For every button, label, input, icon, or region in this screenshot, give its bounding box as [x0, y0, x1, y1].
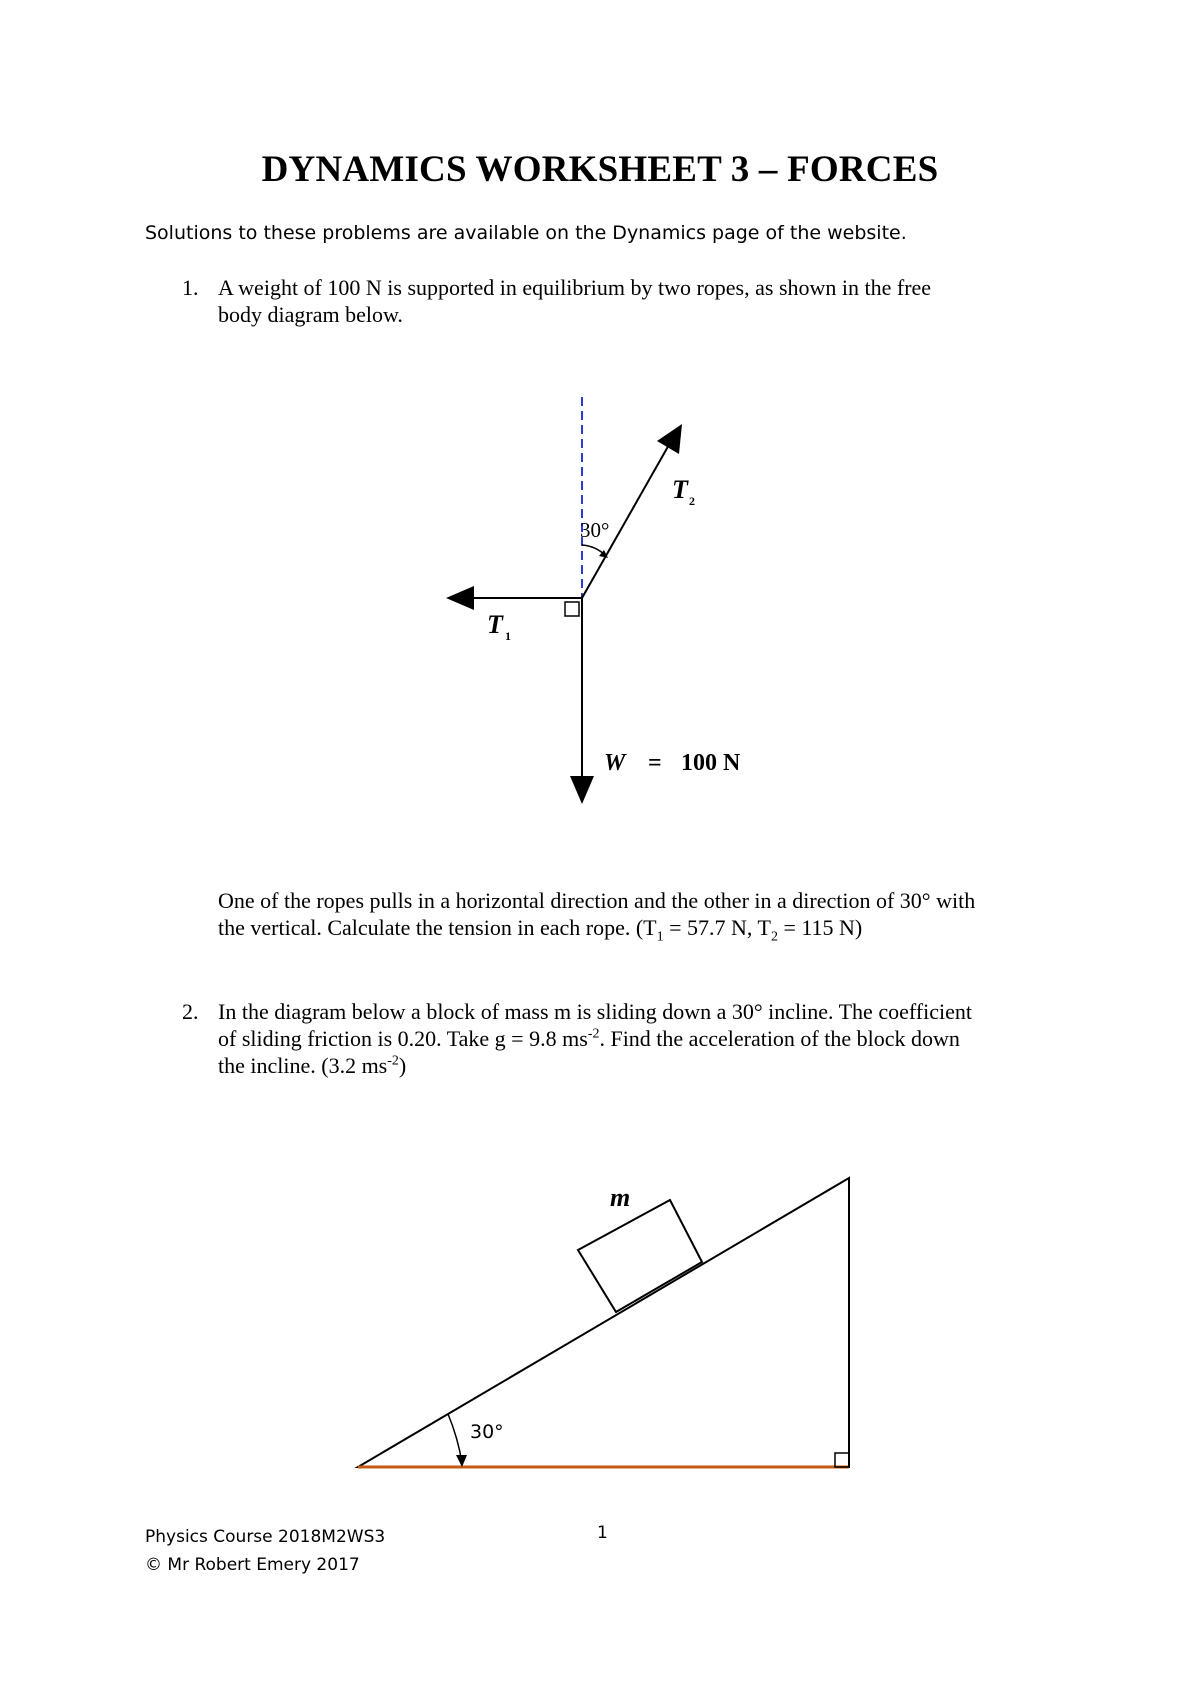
incline-right-angle-marker — [835, 1453, 849, 1467]
question-1-followup-line-2 — [218, 914, 1098, 945]
footer-copyright: © Mr Robert Emery 2017 — [145, 1555, 360, 1575]
question-2-line-1: In the diagram below a block of mass m is sliding down a 30° incline. The coefficient — [218, 999, 972, 1024]
q2-line3-sup: -2 — [387, 1053, 399, 1069]
incline-angle-arrow — [456, 1455, 467, 1467]
page-title: DYNAMICS WORKSHEET 3 – FORCES — [261, 149, 939, 190]
incline-triangle — [358, 1178, 849, 1467]
question-1-followup — [218, 887, 1098, 945]
mass-block — [578, 1200, 702, 1312]
question-1-number: 1. — [182, 275, 199, 300]
question-2-text — [218, 998, 972, 1079]
t1-subscript: 1 — [505, 629, 511, 643]
page-footer — [145, 1523, 385, 1579]
weight-value: 100 N — [681, 750, 741, 776]
question-1-line-1: A weight of 100 N is supported in equilibrium by two ropes, as shown in the free — [218, 275, 932, 300]
answer-text-c: = 115 N) — [777, 915, 863, 940]
angle-label-30: 30° — [580, 518, 610, 542]
page-number: 1 — [597, 1523, 608, 1543]
t1-label: T — [487, 610, 503, 639]
answer-text-a: the vertical. Calculate the tension in each rope. (T — [218, 915, 657, 940]
q2-line3-b: ) — [398, 1053, 407, 1078]
q2-line2-a: of sliding friction is 0.20. Take g = 9.8 ms — [218, 1026, 588, 1051]
footer-course: Physics Course 2018M2WS3 — [145, 1527, 386, 1547]
answer-text-b: = 57.7 N, T — [663, 915, 771, 940]
answer-sub-1: 1 — [656, 929, 664, 945]
question-2-line-2 — [218, 1025, 972, 1052]
weight-arrowhead — [570, 776, 594, 804]
weight-label: W — [604, 750, 626, 776]
question-1-followup-line-1: One of the ropes pulls in a horizontal direction and the other in a direction of 30° with — [218, 888, 976, 913]
q2-line2-b: . Find the acceleration of the block down — [599, 1026, 960, 1051]
t2-subscript: 2 — [689, 494, 695, 508]
t1-arrowhead — [446, 586, 474, 610]
question-2-line-3 — [218, 1052, 972, 1079]
weight-equals: = — [648, 750, 662, 776]
q2-line3-a: the incline. (3.2 ms — [218, 1053, 388, 1078]
incline-angle-label: 30° — [470, 1421, 504, 1443]
q2-line2-sup: -2 — [587, 1026, 600, 1042]
answer-sub-2: 2 — [770, 929, 778, 945]
question-2-number: 2. — [182, 999, 199, 1024]
t2-label: T — [672, 475, 688, 504]
intro-text: Solutions to these problems are available on the Dynamics page of the website. — [145, 222, 907, 244]
t2-arrowhead — [657, 424, 682, 454]
right-angle-marker — [565, 602, 579, 616]
question-1-line-2: body diagram below. — [218, 302, 403, 327]
mass-label: m — [610, 1183, 631, 1212]
